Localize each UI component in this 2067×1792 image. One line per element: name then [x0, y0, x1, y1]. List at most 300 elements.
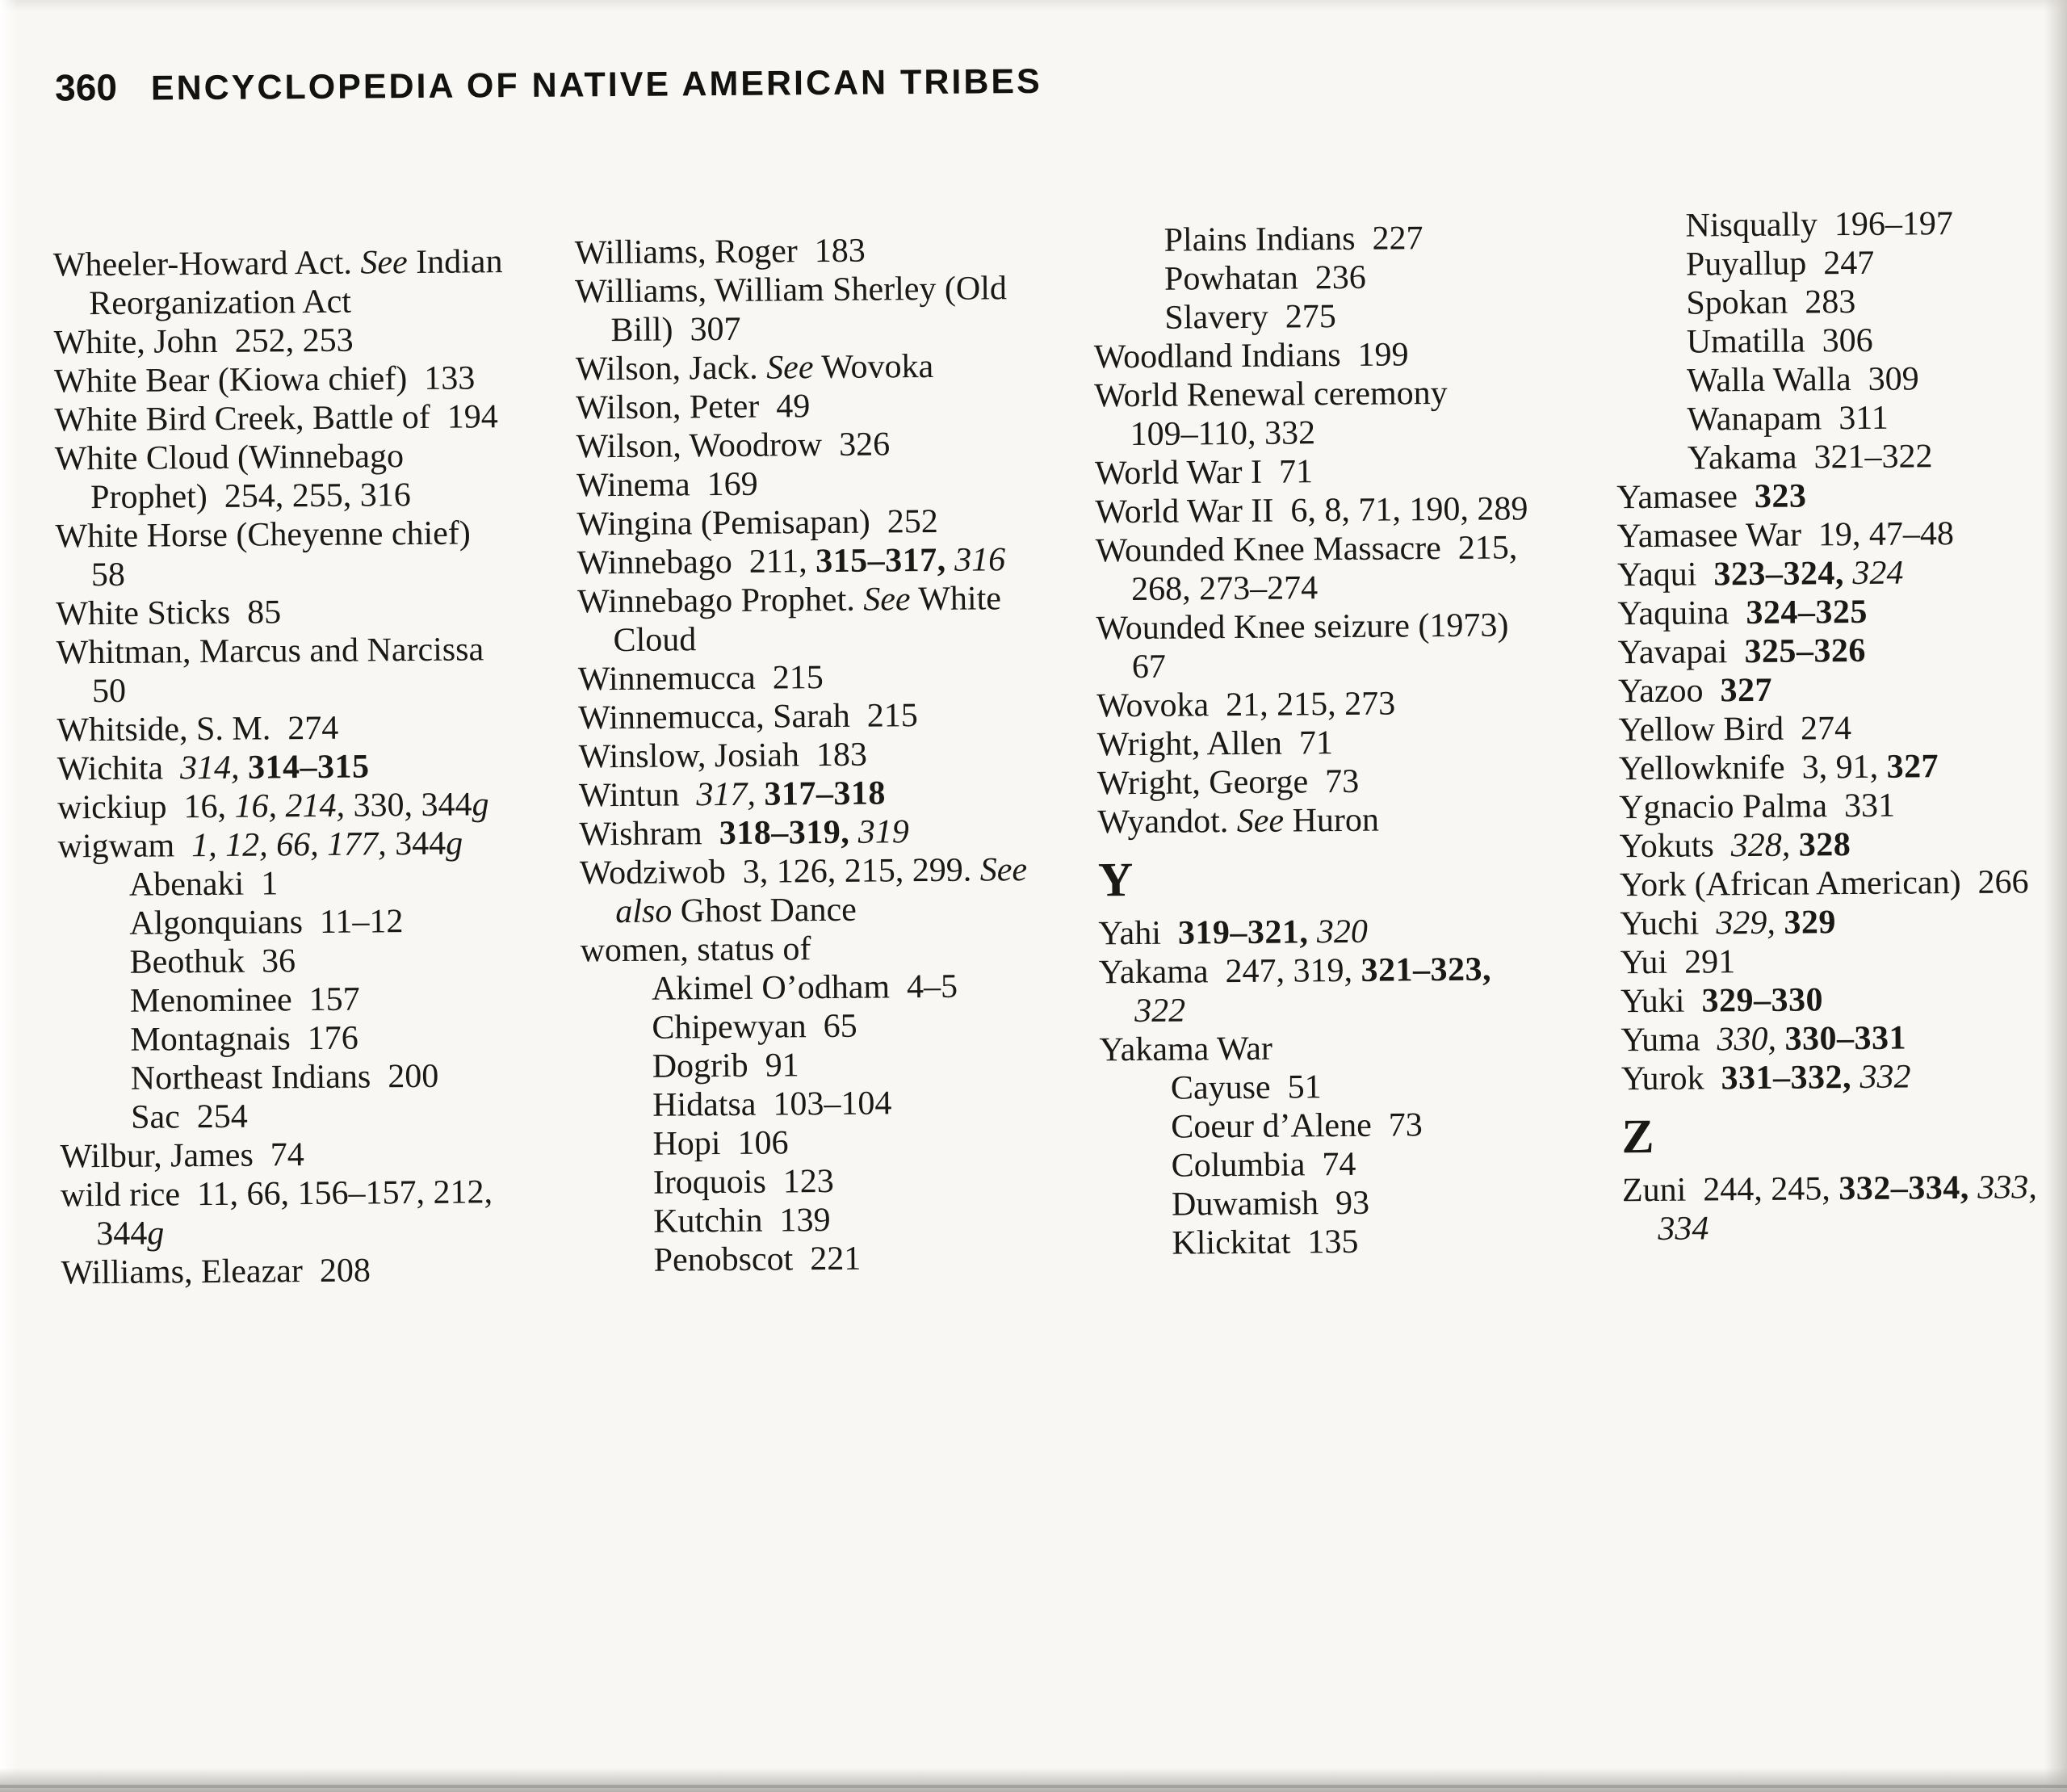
entry-line [652, 1122, 1029, 1164]
index-entry [61, 1250, 511, 1292]
index-entry [581, 1122, 1029, 1164]
index-entry [1619, 746, 2034, 788]
entry-line [55, 514, 505, 556]
index-entry [1096, 722, 1529, 764]
text-run: 317, [696, 775, 757, 814]
entry-line [1622, 1168, 2037, 1210]
index-column [53, 242, 511, 1292]
text-run: 323–324, [1713, 555, 1845, 594]
index-entry [1616, 359, 2031, 401]
text-run: 315–317, [815, 541, 946, 581]
index-entry [1619, 824, 2034, 866]
index-entry [1621, 1056, 2036, 1098]
index-entry [56, 630, 505, 711]
index-entry [55, 514, 505, 594]
text-run: 50 [91, 672, 127, 711]
text-run: Winnebago Prophet. [577, 581, 864, 621]
text-run: Wanapam 311 [1687, 399, 1889, 439]
text-run: 321–323, [1361, 951, 1492, 989]
text-run: Powhatan 236 [1163, 258, 1366, 298]
index-entry [60, 1056, 509, 1098]
index-entry [578, 657, 1026, 699]
text-run: Hidatsa 103–104 [652, 1085, 892, 1124]
index-entry [57, 746, 507, 788]
entry-line [57, 707, 506, 749]
text-run [1851, 1059, 1860, 1096]
index-entry [1098, 911, 1531, 953]
index-column [1614, 204, 2037, 1249]
text-run [239, 749, 248, 787]
entry-line [1687, 359, 2031, 400]
text-run: 331–332, [1721, 1059, 1852, 1097]
text-run [1790, 827, 1799, 864]
text-run: Winema 169 [576, 465, 758, 505]
text-run: Sac 254 [131, 1097, 249, 1136]
index-entry [1619, 785, 2034, 827]
text-run: Woodland Indians 199 [1093, 336, 1409, 376]
entry-line [1686, 242, 2030, 283]
entry-line [1164, 296, 1526, 338]
entry-line [1134, 988, 1532, 1030]
index-entry [60, 1134, 509, 1176]
entry-line [1620, 901, 2035, 943]
text-run: Yakama War [1099, 1030, 1273, 1069]
text-run: g [446, 825, 463, 862]
entry-line [1617, 552, 2032, 594]
index-entry [1617, 591, 2032, 633]
index-entry [581, 1083, 1029, 1125]
entry-line [130, 979, 509, 1021]
text-run: Williams, William Sherley (Old [575, 270, 1008, 311]
text-run: Winnemucca, Sarah 215 [578, 697, 918, 737]
text-run: Whitside, S. M. 274 [57, 709, 339, 749]
text-run: 58 [90, 556, 126, 594]
text-run: 332 [1859, 1058, 1911, 1096]
index-entry [1101, 1182, 1533, 1224]
index-entry [61, 1173, 510, 1253]
index-entry [576, 385, 1024, 427]
entry-line [579, 734, 1027, 776]
entry-line [578, 657, 1026, 699]
entry-line [1617, 591, 2032, 633]
text-run: Williams, Roger 183 [574, 232, 866, 272]
book-title: ENCYCLOPEDIA OF NATIVE AMERICAN TRIBES [150, 61, 1042, 108]
text-run: Yuma [1620, 1021, 1717, 1060]
text-run: Yazoo [1617, 672, 1721, 711]
index-entry [577, 579, 1025, 660]
section-letter-heading: Y [1097, 853, 1134, 907]
index-entry [54, 397, 504, 439]
entry-line [129, 862, 508, 904]
text-run: Wilson, Woodrow 326 [576, 426, 891, 466]
text-run: See [979, 851, 1028, 889]
entry-line [577, 540, 1025, 582]
text-run: 314, [179, 749, 240, 787]
text-run: Wright, Allen 71 [1096, 724, 1334, 764]
text-run: Yavapai [1617, 633, 1745, 672]
text-run: Wilson, Peter 49 [576, 388, 811, 427]
index-entry [577, 540, 1025, 582]
text-run [1776, 904, 1784, 942]
index-entry [53, 320, 503, 362]
text-run: 329, [1716, 904, 1776, 942]
text-run: Columbia 74 [1171, 1145, 1356, 1185]
text-run: Wingina (Pemisapan) 252 [576, 502, 939, 543]
text-run: 325–326 [1744, 632, 1867, 671]
text-run: Iroquois 123 [652, 1162, 835, 1202]
entry-line [576, 424, 1025, 466]
text-run: Zuni 244, 245, [1621, 1170, 1839, 1210]
text-run: Cloud [613, 621, 697, 660]
text-run: 344 [96, 1215, 148, 1253]
index-entry [58, 901, 508, 943]
entry-line [1620, 940, 2036, 982]
text-run: Yahi [1098, 914, 1179, 953]
index-entry [1097, 761, 1530, 803]
text-run: Whitman, Marcus and Narcissa [56, 631, 484, 672]
entry-line [1172, 1221, 1533, 1263]
text-run: Penobscot 221 [653, 1240, 862, 1279]
entry-line [1096, 722, 1529, 764]
entry-line [1164, 218, 1526, 260]
text-run: 344 [386, 825, 447, 863]
text-run: Ghost Dance [672, 891, 857, 930]
text-run: Yaquina [1617, 594, 1746, 633]
entry-line [1618, 669, 2033, 711]
text-run: World War II 6, 8, 71, 190, 289 [1095, 490, 1528, 531]
index-entry [1101, 1221, 1533, 1263]
text-run: See [360, 244, 408, 282]
entry-line [91, 552, 505, 594]
entry-line [1618, 707, 2033, 749]
text-run: 332–334, [1838, 1169, 1969, 1208]
entry-line [615, 889, 1028, 931]
text-run: Yamasee [1616, 477, 1755, 517]
text-run: Coeur d’Alene 73 [1171, 1106, 1423, 1146]
index-entry [53, 242, 503, 323]
text-run: White Bird Creek, Battle of 194 [54, 398, 498, 439]
entry-line [55, 436, 505, 478]
text-run: See [1236, 802, 1285, 841]
entry-line [90, 475, 505, 517]
entry-line [1099, 950, 1532, 992]
entry-line [60, 1134, 509, 1176]
index-entry [581, 1044, 1029, 1086]
index-entry [1100, 1066, 1532, 1108]
text-run: Beothuk 36 [129, 942, 296, 981]
text-run: Abenaki 1 [128, 865, 279, 904]
index-entry [1616, 436, 2031, 478]
text-run: 320 [1316, 913, 1369, 951]
index-entry [578, 695, 1026, 737]
text-run: 319–321, [1177, 913, 1309, 952]
text-run: York (African American) 266 [1619, 863, 2029, 904]
index-entry [1616, 320, 2031, 362]
text-run: 314–315 [247, 748, 370, 787]
text-run: 16, 214, [234, 787, 346, 825]
text-run: Yaqui [1616, 556, 1714, 594]
text-run: 318–319, [719, 813, 850, 853]
text-run: Wishram [579, 815, 719, 854]
entry-line [653, 1199, 1030, 1241]
entry-line [92, 669, 506, 711]
index-entry [1620, 901, 2035, 943]
entry-line [578, 695, 1026, 737]
entry-line [56, 630, 505, 672]
index-entry [1093, 218, 1526, 260]
index-entry [1099, 1027, 1532, 1069]
entry-line [1688, 436, 2031, 477]
entry-line [579, 773, 1027, 815]
entry-line [576, 502, 1025, 543]
entry-line [1619, 785, 2034, 827]
text-run [849, 814, 858, 851]
entry-line [1619, 746, 2034, 788]
index-entry [58, 862, 508, 904]
text-run: White, John 252, 253 [53, 321, 354, 362]
text-run: 109–110, 332 [1130, 414, 1316, 454]
index-entry [576, 346, 1024, 388]
text-run: Algonquians 11–12 [129, 903, 404, 942]
index-column [575, 230, 1030, 1280]
text-run: 322 [1134, 992, 1186, 1030]
text-run [1776, 1021, 1785, 1058]
index-entry [1618, 707, 2033, 749]
text-run: 317–318 [764, 774, 887, 813]
entry-line [1095, 451, 1528, 493]
entry-line [575, 230, 1023, 272]
page-header [55, 58, 1042, 110]
index-entry [54, 359, 504, 401]
text-run: Akimel O’odham 4–5 [651, 967, 958, 1008]
entry-line [61, 1250, 511, 1292]
text-run: Plains Indians 227 [1163, 220, 1423, 259]
text-run: 330–331 [1784, 1019, 1907, 1058]
entry-line [576, 346, 1024, 388]
entry-line [1172, 1144, 1533, 1186]
text-run: Reorganization Act [89, 283, 352, 323]
entry-line [652, 1044, 1029, 1086]
index-entry [1094, 334, 1527, 376]
text-run: 328 [1798, 826, 1851, 864]
entry-line [1620, 979, 2036, 1021]
entry-line [57, 746, 507, 788]
index-entry [1614, 204, 2029, 246]
index-entry [56, 591, 505, 633]
text-run: Northeast Indians 200 [130, 1057, 439, 1097]
entry-line [1685, 204, 2029, 245]
text-run: Dogrib 91 [652, 1047, 799, 1085]
index-entry [1620, 979, 2036, 1021]
entry-line [1095, 489, 1528, 531]
text-run: 324–325 [1746, 593, 1868, 632]
entry-line [89, 281, 503, 323]
text-run: 268, 273–274 [1130, 569, 1319, 609]
text-run: Umatilla 306 [1686, 321, 1873, 361]
entry-line [53, 242, 503, 284]
index-entry [580, 928, 1028, 970]
entry-line [1096, 683, 1529, 725]
text-run: Indian [407, 243, 503, 282]
text-run: Wilson, Jack. [575, 349, 767, 388]
index-entry [59, 979, 509, 1021]
entry-line [1171, 1066, 1532, 1108]
entry-line [1619, 824, 2034, 866]
text-run: Yellow Bird 274 [1618, 710, 1852, 749]
entry-line [1094, 334, 1527, 376]
index-column [1093, 218, 1534, 1263]
entry-line [1164, 257, 1526, 299]
text-run: 328, [1730, 826, 1791, 865]
entry-line [610, 308, 1023, 350]
text-run: 327 [1886, 748, 1939, 786]
entry-line [131, 1056, 509, 1098]
entry-line [1172, 1182, 1533, 1224]
entry-line [53, 320, 503, 362]
index-entry [1620, 1018, 2036, 1060]
text-run: World Renewal ceremony [1094, 374, 1448, 415]
text-run: women, status of [580, 930, 811, 970]
index-entry [581, 967, 1029, 1009]
text-run: Wichita [57, 749, 181, 788]
entry-line [576, 463, 1025, 505]
text-run: Winslow, Josiah 183 [578, 736, 868, 776]
entry-line [96, 1211, 510, 1253]
text-run: Wheeler-Howard Act. [52, 244, 361, 284]
entry-line [652, 1083, 1029, 1125]
entry-line [1171, 1105, 1532, 1147]
text-run: Huron [1283, 801, 1380, 840]
index-entry [1095, 489, 1528, 531]
text-run: White Horse (Cheyenne chief) [55, 514, 471, 556]
section-letter-heading: Z [1621, 1109, 1654, 1164]
index-entry [1616, 514, 2031, 556]
text-run: Menominee 157 [129, 980, 360, 1020]
text-run: Duwamish 93 [1171, 1184, 1370, 1223]
text-run: Yuchi [1620, 904, 1717, 943]
text-run: g [472, 786, 489, 824]
text-run: Yurok [1620, 1060, 1721, 1098]
text-run: Yamasee War 19, 47–48 [1616, 515, 1955, 556]
index-entry [1096, 528, 1529, 609]
index-entry [582, 1238, 1030, 1280]
text-run: 327 [1720, 671, 1773, 710]
text-run: Cayuse 51 [1170, 1068, 1322, 1107]
entry-line [130, 1018, 509, 1060]
index-entry [1094, 373, 1528, 454]
text-run: Wounded Knee seizure (1973) [1096, 606, 1509, 648]
text-run: Prophet) 254, 255, 316 [90, 476, 411, 517]
text-run: Yui 291 [1620, 943, 1736, 982]
index-entry [59, 940, 509, 982]
text-run: Yellowknife 3, 91, [1618, 748, 1887, 788]
entry-line [580, 850, 1028, 892]
index-entry [575, 269, 1023, 350]
index-entry [1101, 1144, 1533, 1186]
index-entry [1622, 1168, 2038, 1249]
entry-line [652, 1005, 1029, 1047]
text-run: White Sticks 85 [56, 594, 282, 633]
index-entry [1615, 242, 2030, 284]
entry-line [1616, 475, 2031, 517]
entry-line [1620, 862, 2035, 904]
index-entry [1096, 683, 1529, 725]
index-entry [1618, 630, 2033, 672]
index-entry [1096, 606, 1529, 686]
entry-line [1616, 514, 2031, 556]
text-run: Klickitat 135 [1172, 1223, 1359, 1262]
index-entry [1097, 799, 1530, 841]
text-run: Ygnacio Palma 331 [1619, 787, 1896, 827]
index-entry [1620, 940, 2036, 982]
index-entry [1615, 281, 2030, 323]
index-entry [1093, 257, 1526, 299]
entry-line [576, 385, 1024, 427]
text-run: also [615, 892, 673, 931]
entry-line [577, 579, 1025, 621]
entry-line [1620, 1018, 2036, 1060]
entry-line [1097, 799, 1530, 841]
text-run: Williams, Eleazar 208 [61, 1252, 371, 1292]
index-entry [1620, 862, 2035, 904]
text-run: Wright, George 73 [1096, 762, 1360, 803]
text-run: White Cloud (Winnebago [54, 438, 405, 478]
text-run: Winnemucca 215 [577, 659, 824, 699]
text-run: Wounded Knee Massacre 215, [1095, 529, 1518, 570]
index-entry [1093, 296, 1526, 338]
entry-line [613, 618, 1025, 660]
text-run: Walla Walla 309 [1686, 360, 1919, 400]
text-run: Bill) 307 [610, 310, 741, 350]
text-run: 329–330 [1701, 981, 1824, 1020]
text-run: Wintun [578, 776, 697, 815]
text-run: Yokuts [1619, 827, 1731, 866]
entry-line [1096, 606, 1528, 648]
index-entry [575, 230, 1023, 272]
text-run: 333, [1977, 1169, 2037, 1207]
entry-line [57, 785, 507, 827]
text-run: 329 [1784, 904, 1837, 942]
entry-line [1099, 1027, 1532, 1069]
text-run: wickiup 16, [57, 787, 235, 827]
entry-line [54, 359, 504, 401]
entry-line [1686, 281, 2030, 322]
entry-line [61, 1173, 510, 1215]
text-run: wigwam [57, 827, 192, 866]
text-run: Spokan 283 [1686, 283, 1856, 322]
index-entry [579, 734, 1027, 776]
text-run: Winnebago 211, [576, 543, 816, 582]
index-entry [1095, 451, 1528, 493]
text-run: 323 [1754, 477, 1807, 515]
text-run: g [147, 1215, 165, 1253]
index-entry [576, 424, 1025, 466]
entry-line [1687, 320, 2031, 361]
text-run: Chipewyan 65 [652, 1007, 857, 1047]
index-entry [579, 773, 1027, 815]
entry-line [653, 1238, 1030, 1280]
entry-line [129, 901, 508, 943]
entry-line [56, 591, 505, 633]
entry-line [1618, 630, 2033, 672]
entry-line [1094, 373, 1527, 415]
index-entry [581, 1005, 1029, 1047]
text-run: World War I 71 [1094, 453, 1314, 493]
entry-line [131, 1095, 509, 1137]
index-entry [1618, 669, 2033, 711]
entry-line [1687, 397, 2031, 439]
text-run: White Bear (Kiowa chief) 133 [53, 359, 476, 401]
